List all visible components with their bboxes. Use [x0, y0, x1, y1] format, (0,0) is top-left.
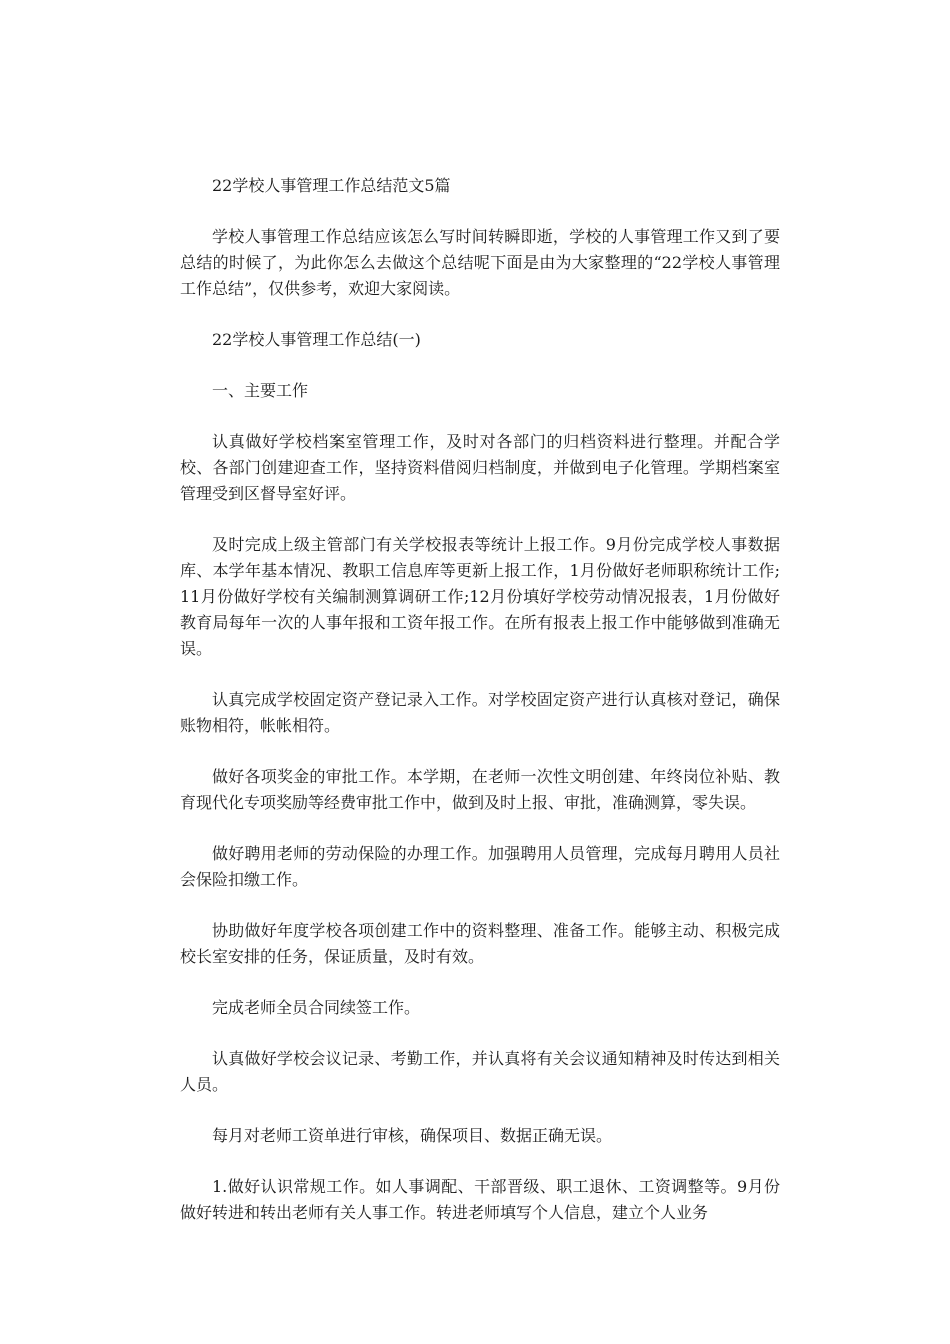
- intro-paragraph: 学校人事管理工作总结应该怎么写时间转瞬即逝，学校的人事管理工作又到了要总结的时候了，为此你怎么去做这个总结呢下面是由为大家整理的“22学校人事管理工作总结”，仅供参考，欢迎大家阅读。: [180, 227, 780, 298]
- body-paragraph-assist: 协助做好年度学校各项创建工作中的资料整理、准备工作。能够主动、积极完成校长室安排的任务，保证质量，及时有效。: [180, 921, 780, 966]
- section-title: 22学校人事管理工作总结(一): [212, 330, 421, 349]
- body-paragraph-bonus: 做好各项奖金的审批工作。本学期，在老师一次性文明创建、年终岗位补贴、教育现代化专项奖励等经费审批工作中，做到及时上报、审批，准确测算，零失误。: [180, 767, 780, 812]
- body-paragraph-contract: 完成老师全员合同续签工作。: [212, 998, 421, 1017]
- body-paragraph-archive: 认真做好学校档案室管理工作，及时对各部门的归档资料进行整理。并配合学校、各部门创建迎查工作，坚持资料借阅归档制度，并做到电子化管理。学期档案室管理受到区督导室好评。: [180, 432, 780, 503]
- body-paragraph-payroll: 每月对老师工资单进行审核，确保项目、数据正确无误。: [212, 1126, 613, 1145]
- body-paragraph-reports: 及时完成上级主管部门有关学校报表等统计上报工作。9月份完成学校人事数据库、本学年基本情况、教职工信息库等更新上报工作，1月份做好老师职称统计工作;11月份做好学校有关编制测算调研工作;12月份填好学校劳动情况报表，1月份做好教育局每年一次的人事年报和工资年报工作。在所有报表上报工作中能够做到准确无误。: [180, 535, 780, 658]
- body-paragraph-meetings: 认真做好学校会议记录、考勤工作，并认真将有关会议通知精神及时传达到相关人员。: [180, 1049, 780, 1094]
- body-paragraph-assets: 认真完成学校固定资产登记录入工作。对学校固定资产进行认真核对登记，确保账物相符，帐帐相符。: [180, 690, 780, 735]
- body-paragraph-routine: 1.做好认识常规工作。如人事调配、干部晋级、职工退休、工资调整等。9月份做好转进和转出老师有关人事工作。转进老师填写个人信息，建立个人业务: [180, 1177, 780, 1222]
- body-paragraph-insurance: 做好聘用老师的劳动保险的办理工作。加强聘用人员管理，完成每月聘用人员社会保险扣缴工作。: [180, 844, 780, 889]
- subsection-title: 一、主要工作: [212, 381, 309, 400]
- document-title: 22学校人事管理工作总结范文5篇: [212, 176, 451, 195]
- document-body: [180, 173, 780, 1251]
